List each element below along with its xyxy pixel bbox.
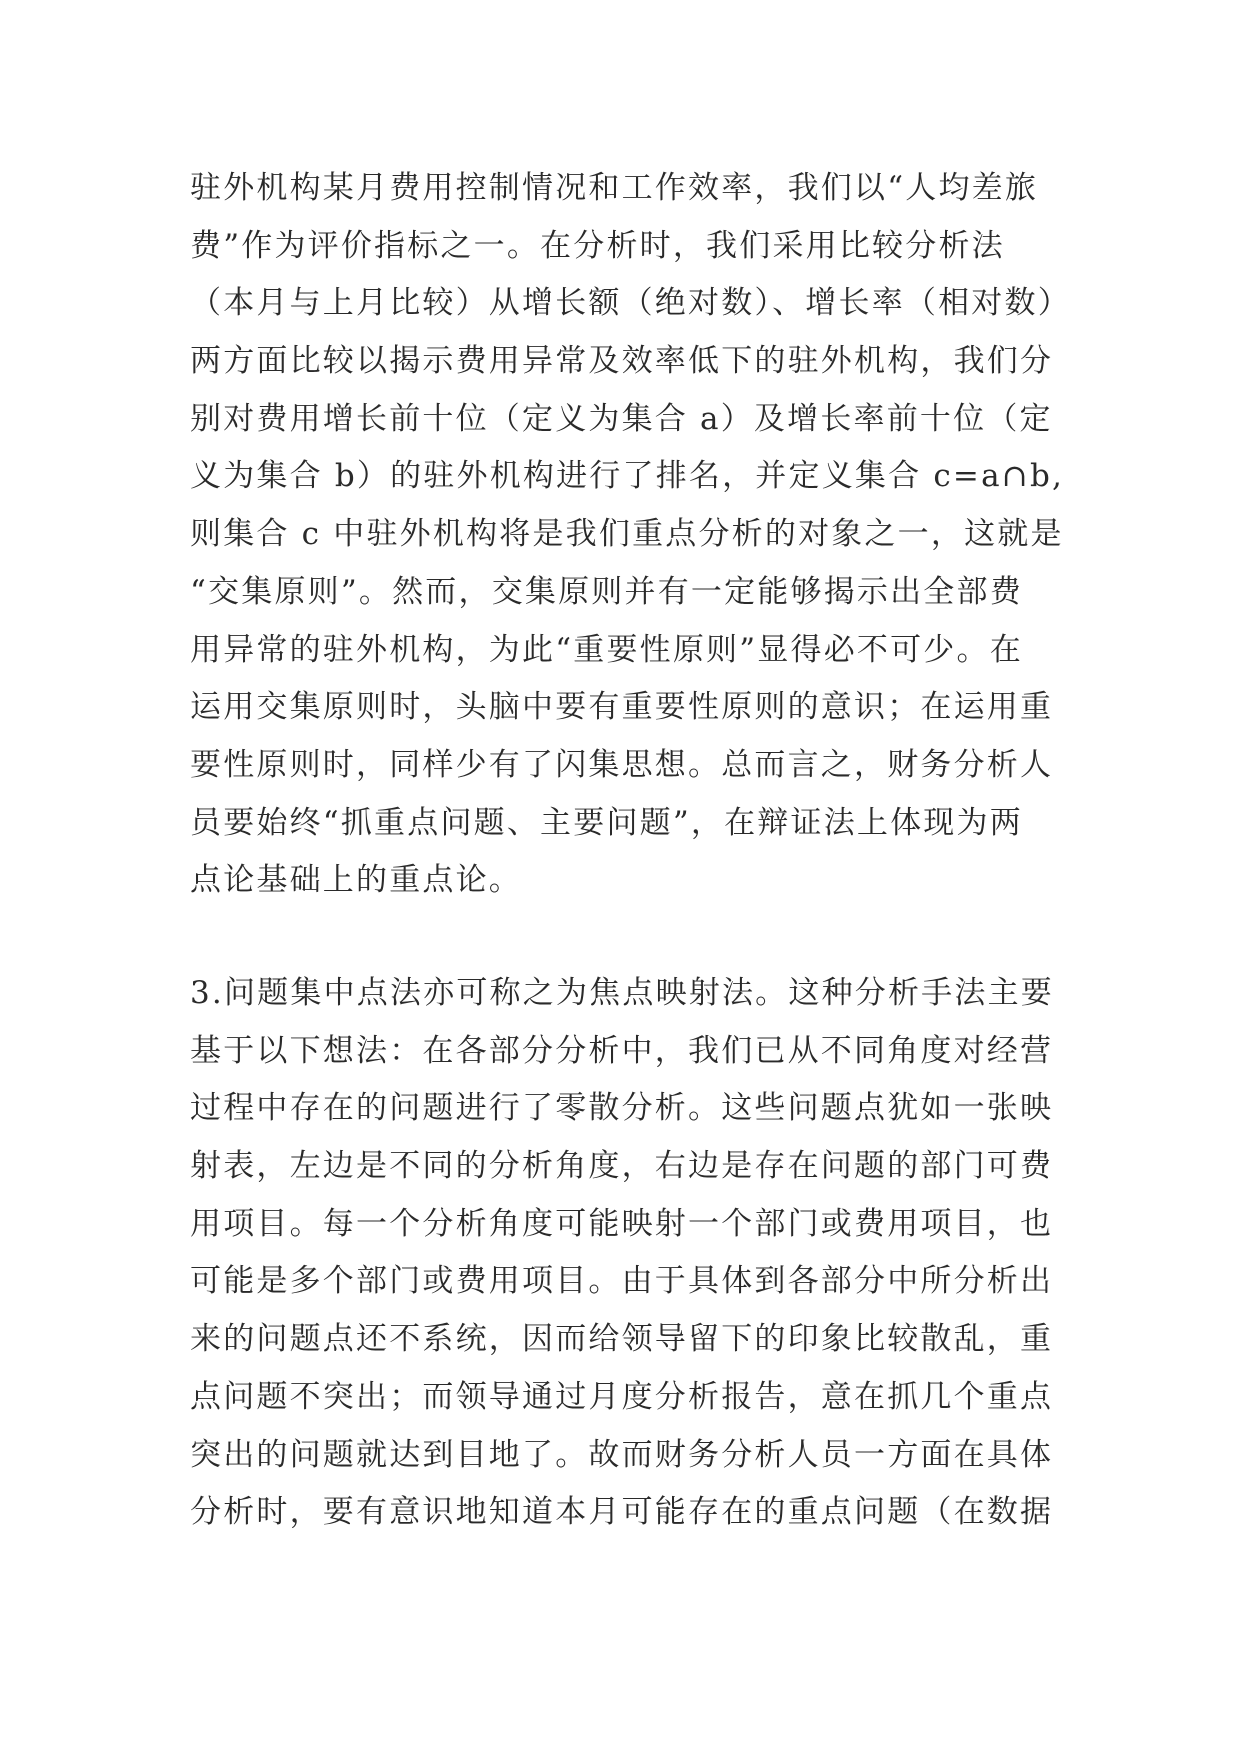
text-line: 驻外机构某月费用控制情况和工作效率，我们以“人均差旅 bbox=[190, 170, 1039, 206]
text-line: 3.问题集中点法亦可称之为焦点映射法。这种分析手法主要 bbox=[190, 975, 1054, 1011]
text-line: 基于以下想法：在各部分分析中，我们已从不同角度对经营 bbox=[190, 1032, 1054, 1069]
text-line: 来的问题点还不系统，因而给领导留下的印象比较散乱，重 bbox=[190, 1321, 1054, 1358]
paragraph-intersection-principle bbox=[190, 160, 1071, 910]
text-line: 费”作为评价指标之一。在分析时，我们采用比较分析法 bbox=[190, 227, 1005, 264]
text-line: 射表，左边是不同的分析角度，右边是存在问题的部门可费 bbox=[190, 1148, 1054, 1185]
text-line: 可能是多个部门或费用项目。由于具体到各部分中所分析出 bbox=[190, 1263, 1054, 1300]
text-line: 员要始终“抓重点问题、主要问题”，在辩证法上体现为两 bbox=[190, 804, 1023, 841]
text-line: 点论基础上的重点论。 bbox=[190, 862, 522, 899]
text-line: 用项目。每一个分析角度可能映射一个部门或费用项目，也 bbox=[190, 1205, 1054, 1242]
text-line: 两方面比较以揭示费用异常及效率低下的驻外机构，我们分 bbox=[190, 343, 1054, 380]
paragraph-focal-point-method bbox=[190, 965, 1060, 1542]
text-line: “交集原则”。然而，交集原则并有一定能够揭示出全部费 bbox=[190, 573, 1023, 610]
text-line: 运用交集原则时，头脑中要有重要性原则的意识；在运用重 bbox=[190, 689, 1054, 726]
text-line: 点问题不突出；而领导通过月度分析报告，意在抓几个重点 bbox=[190, 1378, 1054, 1415]
text-line: 突出的问题就达到目地了。故而财务分析人员一方面在具体 bbox=[190, 1436, 1054, 1473]
text-line: 过程中存在的问题进行了零散分析。这些问题点犹如一张映 bbox=[190, 1090, 1054, 1127]
text-line: 义为集合 b）的驻外机构进行了排名，并定义集合 c=a∩b, bbox=[190, 458, 1065, 495]
text-line: 别对费用增长前十位（定义为集合 a）及增长率前十位（定 bbox=[190, 400, 1053, 437]
text-line: 用异常的驻外机构，为此“重要性原则”显得必不可少。在 bbox=[190, 631, 1023, 668]
text-line: （本月与上月比较）从增长额（绝对数）、增长率（相对数） bbox=[190, 285, 1071, 322]
text-line: 则集合 c 中驻外机构将是我们重点分析的对象之一，这就是 bbox=[190, 516, 1064, 553]
text-line: 分析时，要有意识地知道本月可能存在的重点问题（在数据 bbox=[190, 1494, 1054, 1531]
text-line: 要性原则时，同样少有了闪集思想。总而言之，财务分析人 bbox=[190, 746, 1054, 783]
